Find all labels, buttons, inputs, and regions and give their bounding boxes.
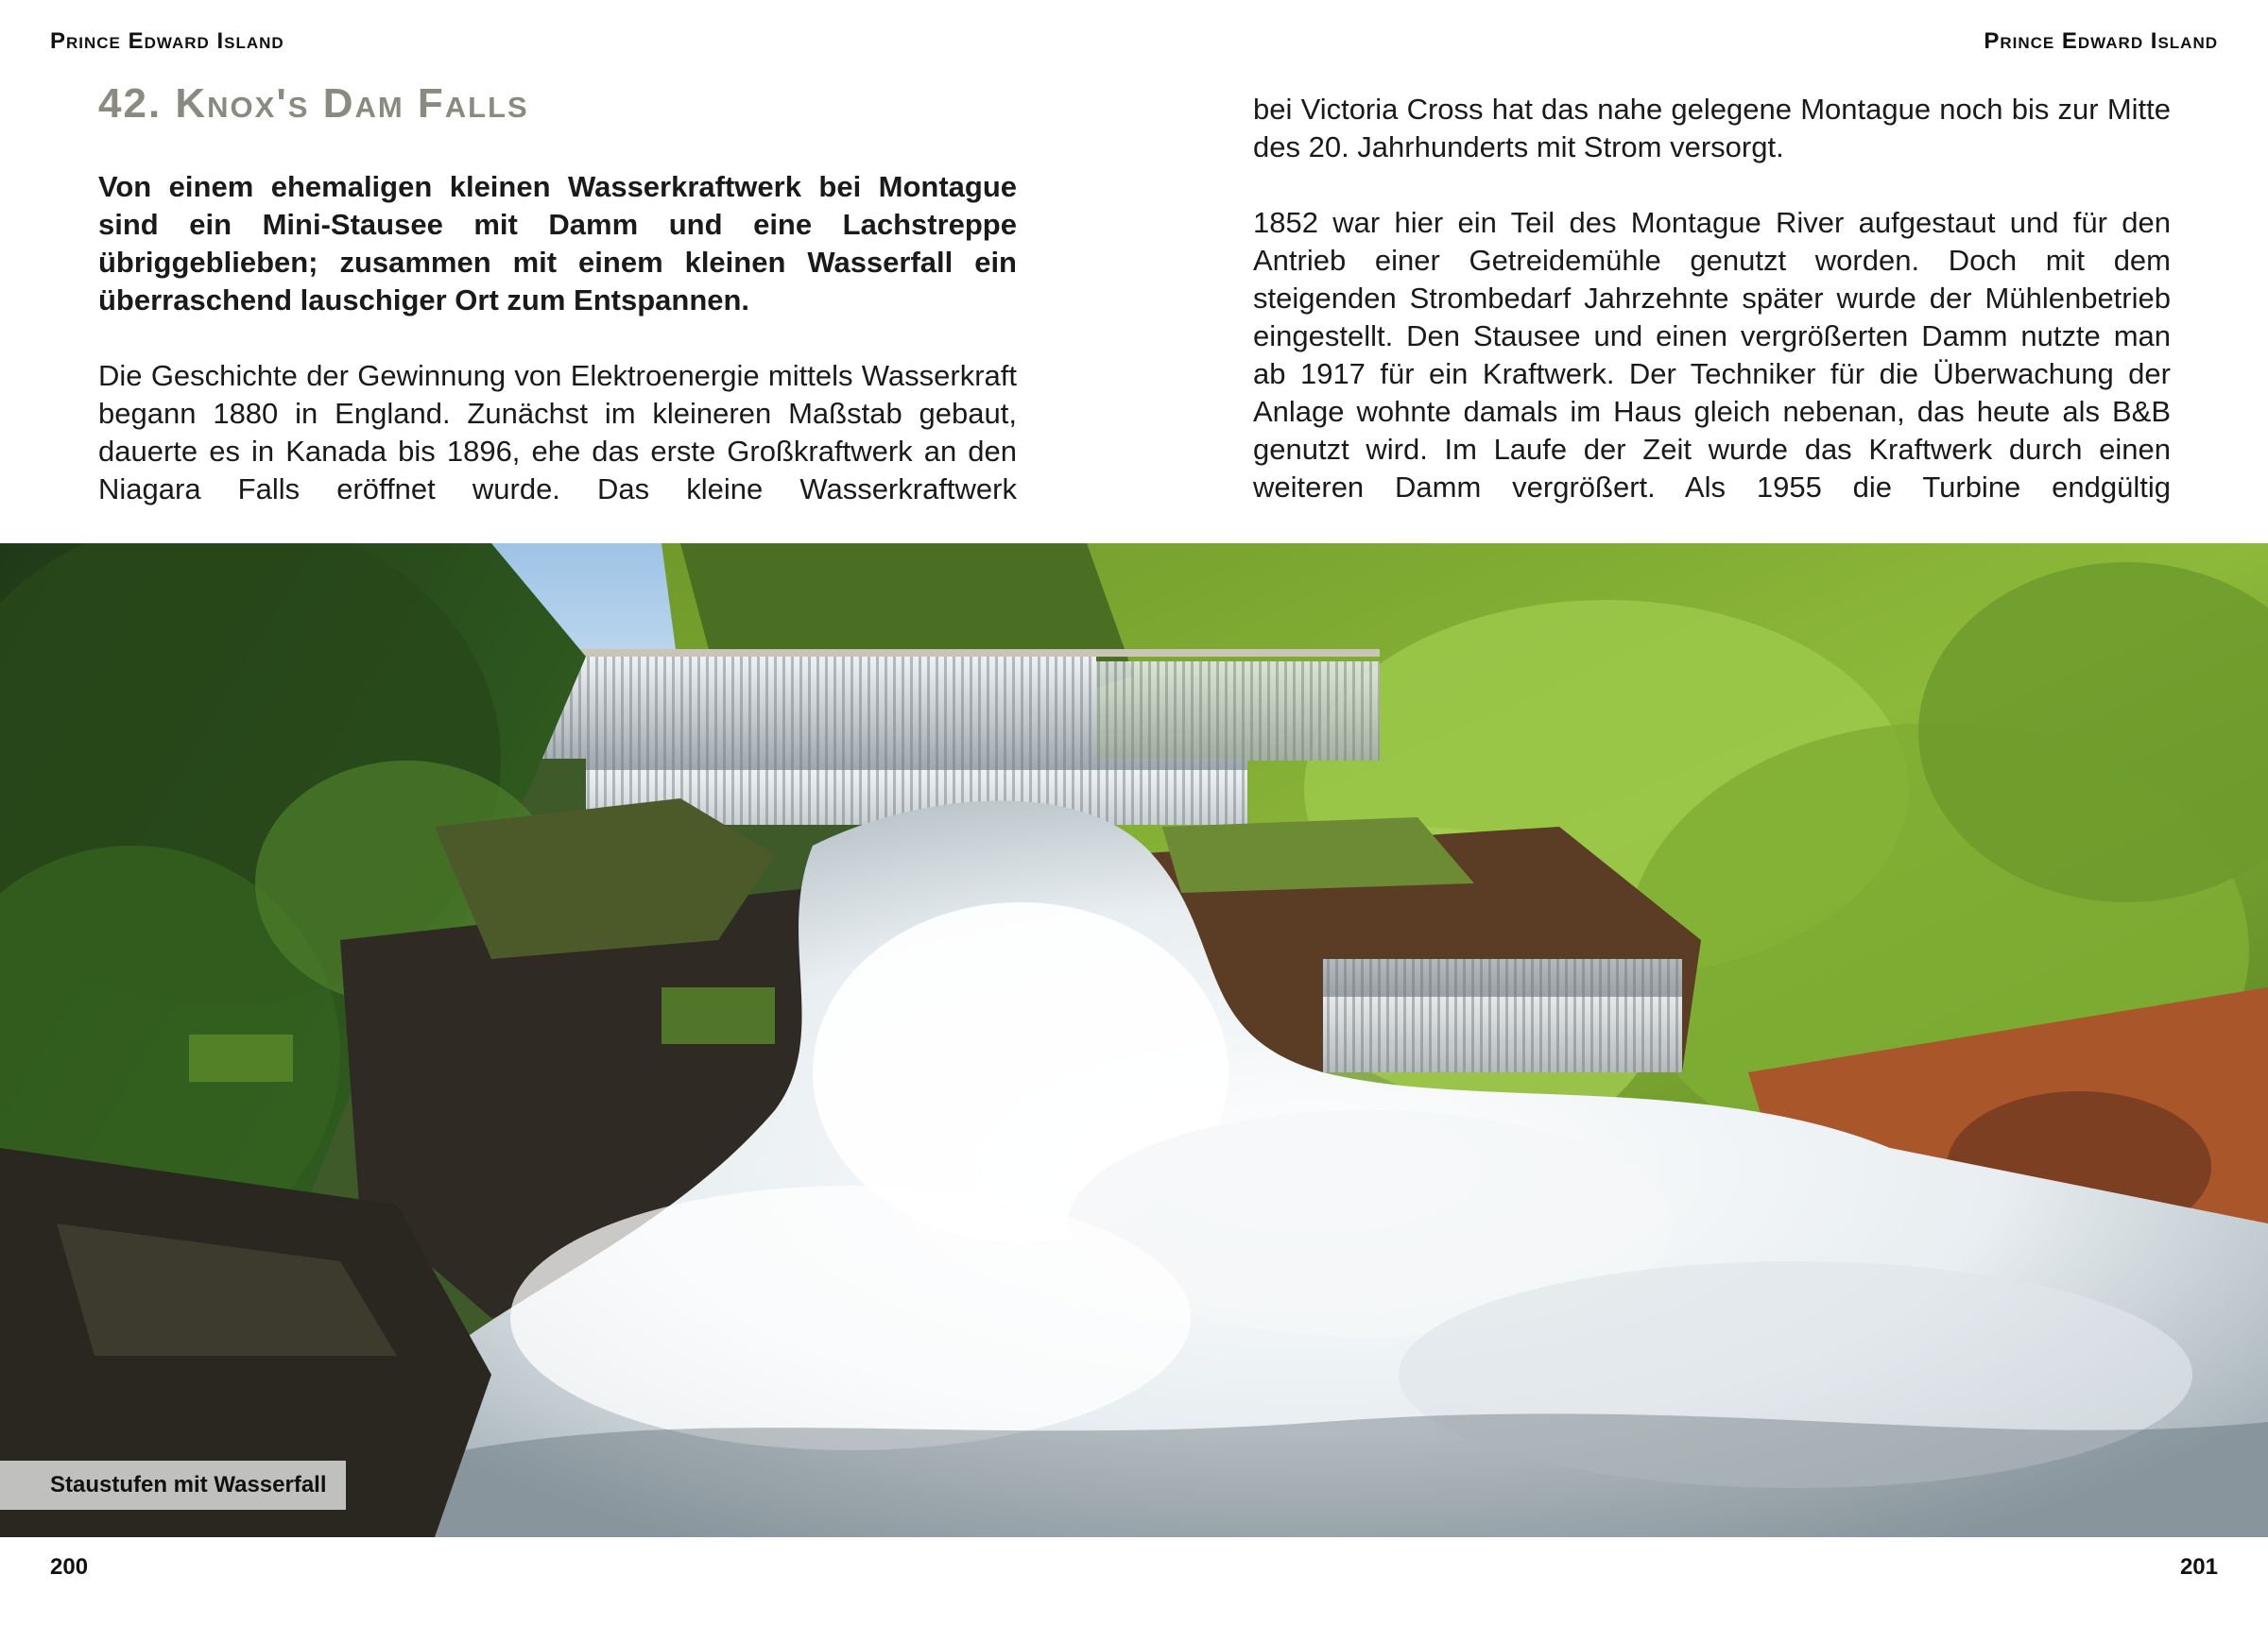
body-paragraph-right-2: 1852 war hier ein Teil des Montague River aufgestaut und für den Antrieb einer Getreidemühle genutzt worden. Doch mit dem steigenden Strombedarf Jahrzehnte später wurde der Mühlenbetrieb eingestellt. Den Stausee und einen vergrößerten Damm nutzte man ab 1917 für ein Kraftwerk. Der Techniker für die Überwachung der Anlage wohnte damals im Haus gleich nebenan, das heute als B&B genutzt wird. Im Laufe der Zeit wurde das Kraftwerk durch einen weiteren Damm vergrößert. Als 1955 die Turbine endgültig [1253, 206, 2171, 504]
running-head-left: Prince Edward Island [50, 28, 284, 54]
article-title: 42. Knox's Dam Falls [98, 80, 529, 127]
running-head-right: Prince Edward Island [1984, 28, 2218, 54]
waterfall-photo [0, 543, 2268, 1537]
body-paragraph-left: Die Geschichte der Gewinnung von Elektroenergie mittels Wasserkraft begann 1880 in England. Zunächst im kleineren Maßstab gebaut, dauerte es in Kanada bis 1896, ehe das erste Großkraftwerk an den Niagara Falls eröffnet wurde. Das kleine Wasserkraftwerk [98, 359, 1017, 505]
photo-caption: Staustufen mit Wasserfall [0, 1461, 346, 1510]
page-number-left: 200 [50, 1554, 89, 1580]
right-column [1253, 91, 2171, 506]
page-number-right: 201 [2179, 1554, 2218, 1580]
body-paragraph-right-1: bei Victoria Cross hat das nahe gelegene Montague noch bis zur Mitte des 20. Jahrhunderts mit Strom versorgt. [1253, 93, 2171, 163]
left-column [98, 168, 1017, 508]
lead-paragraph: Von einem ehemaligen kleinen Wasserkraftwerk bei Montague sind ein Mini-Stausee mit Damm und eine Lachstreppe übriggeblieben; zusammen mit einem kleinen Wasserfall ein überraschend lauschiger Ort zum Entspannen. [98, 170, 1017, 317]
